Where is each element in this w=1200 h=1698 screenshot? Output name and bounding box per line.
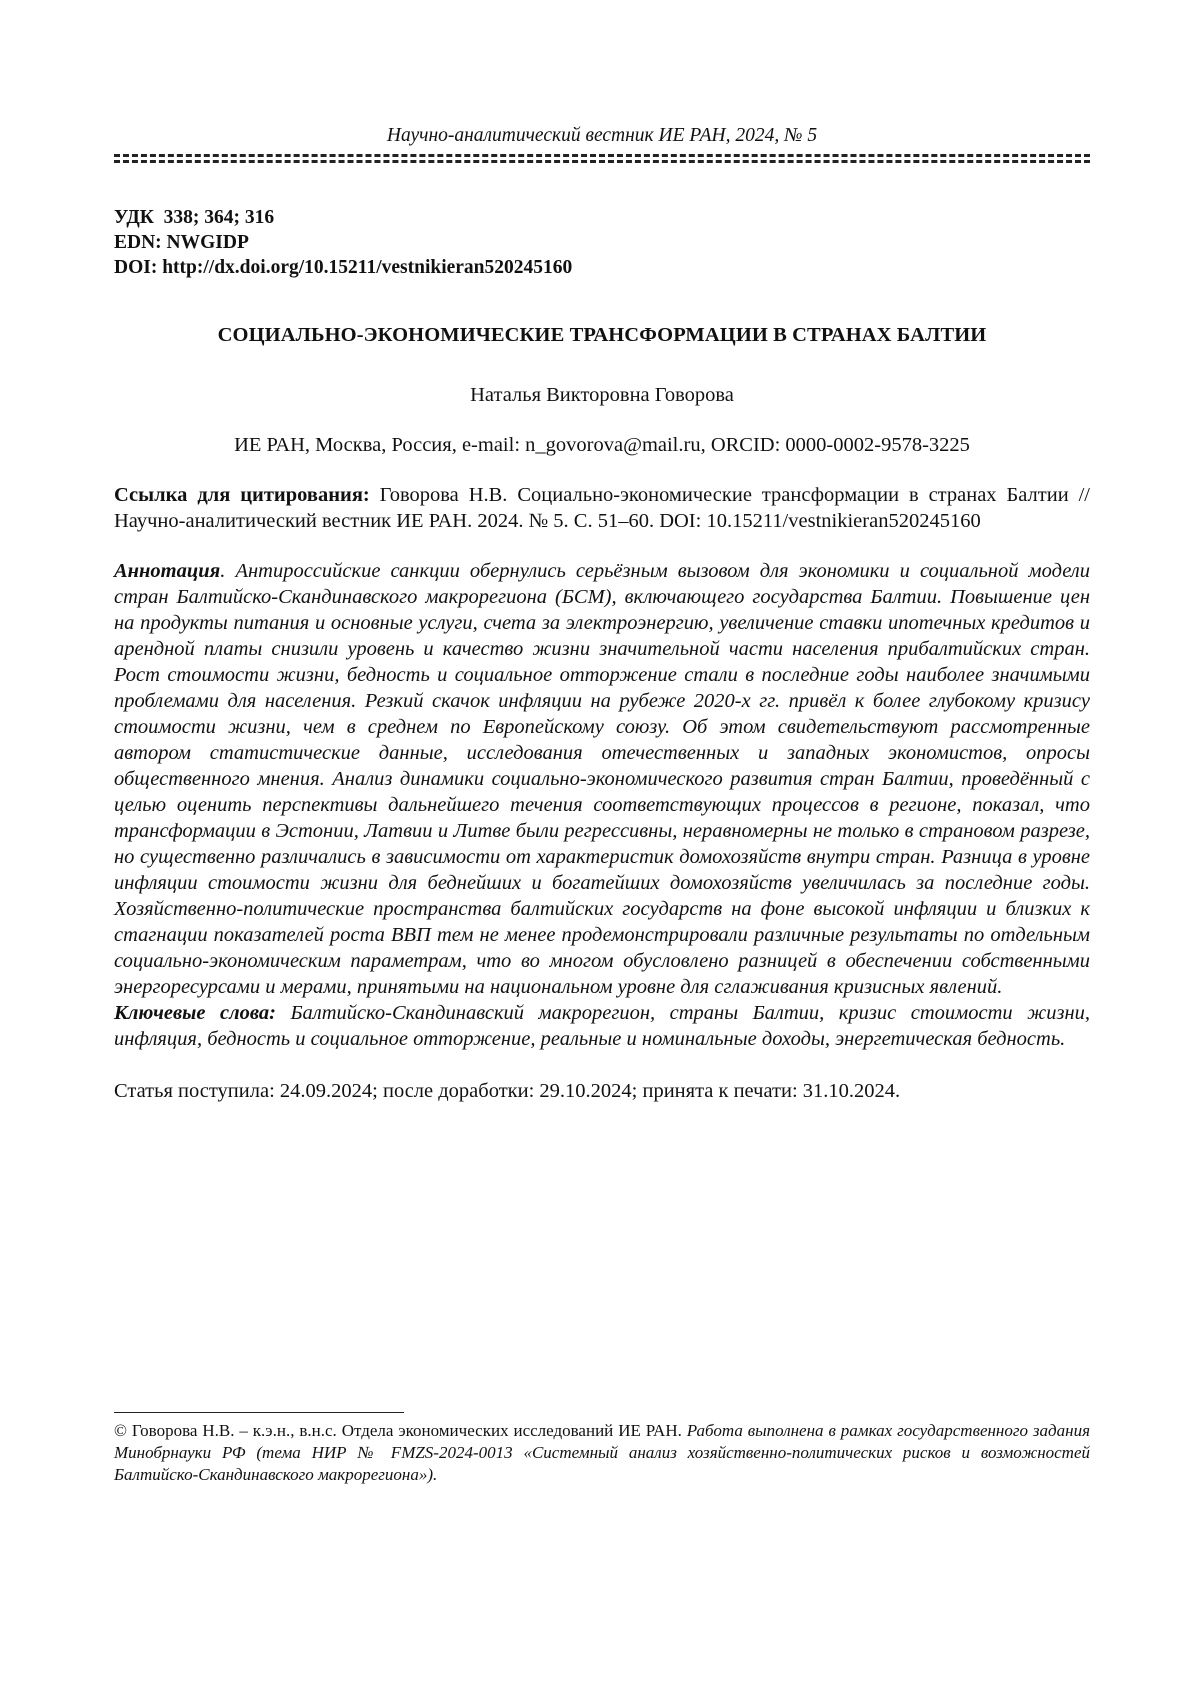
header-double-rule	[114, 154, 1090, 163]
citation-label: Ссылка для цитирования:	[114, 484, 370, 506]
footnote-funding: Работа выполнена в рамках государственного задания Минобрнауки РФ (тема НИР № FMZS-2024-0013 «Системный анализ хозяйственно-политических рисков и возможностей Балтийско-Скандинавского макрорегиона»).	[114, 1421, 1090, 1484]
abstract-label: Аннотация	[114, 560, 221, 582]
udk-code: УДК 338; 364; 316	[114, 207, 275, 228]
footnote-author-info: © Говорова Н.В. – к.э.н., в.н.с. Отдела экономических исследований ИЕ РАН.	[114, 1421, 687, 1440]
citation-text: Говорова Н.В. Социально-экономические трансформации в странах Балтии // Научно-аналитический вестник ИЕ РАН. 2024. № 5. С. 51–60. DOI: 10.15211/vestnikieran520245160	[114, 484, 1090, 532]
abstract-block	[114, 558, 1090, 1000]
author-name: Наталья Викторовна Говорова	[470, 384, 734, 406]
article-title: СОЦИАЛЬНО-ЭКОНОМИЧЕСКИЕ ТРАНСФОРМАЦИИ В СТРАНАХ БАЛТИИ	[217, 324, 987, 346]
author-footnote	[114, 1420, 1090, 1486]
citation-block	[114, 482, 1090, 534]
keywords-text: Балтийско-Скандинавский макрорегион, страны Балтии, кризис стоимости жизни, инфляция, бедность и социальное отторжение, реальные и номинальные доходы, энергетическая бедность.	[114, 1002, 1090, 1050]
author-affiliation: ИЕ РАН, Москва, Россия, e-mail: n_govorova@mail.ru, ORCID: 0000-0002-9578-3225	[234, 434, 970, 456]
keywords-label: Ключевые слова:	[114, 1002, 276, 1024]
received-dates: Статья поступила: 24.09.2024; после доработки: 29.10.2024; принята к печати: 31.10.2024.	[114, 1080, 901, 1102]
edn-code: EDN: NWGIDP	[114, 232, 249, 253]
article-identifiers	[114, 205, 1090, 280]
abstract-text: . Антироссийские санкции обернулись серьёзным вызовом для экономики и социальной модели стран Балтийско-Скандинавского макрорегиона (БСМ), включающего государства Балтии. Повышение цен на продукты питания и основные услуги, счета за электроэнергию, увеличение ставки ипотечных кредитов и арендной платы снизили уровень и качество жизни значительной части населения прибалтийских стран. Рост стоимости жизни, бедность и социальное отторжение стали в последние годы наиболее значимыми проблемами для населения. Резкий скачок инфляции на рубеже 2020-х гг. привёл к более глубокому кризису стоимости жизни, чем в среднем по Европейскому союзу. Об этом свидетельствуют рассмотренные автором статистические данные, исследования отечественных и западных экономистов, опросы общественного мнения. Анализ динамики социально-экономического развития стран Балтии, проведённый с целью оценить перспективы дальнейшего течения соответствующих процессов в регионе, показал, что трансформации в Эстонии, Латвии и Литве были регрессивны, неравномерны не только в страновом разрезе, но существенно различались в зависимости от характеристик домохозяйств внутри стран. Разница в уровне инфляции стоимости жизни для беднейших и богатейших домохозяйств увеличилась за последние годы. Хозяйственно-политические пространства балтийских государств на фоне высокой инфляции и близких к стагнации показателей роста ВВП тем не менее продемонстрировали различные результаты по отдельным социально-экономическим параметрам, что во многом обусловлено разницей в обеспечении собственными энергоресурсами и мерами, принятыми на национальном уровне для сглаживания кризисных явлений.	[114, 560, 1090, 998]
running-head: Научно-аналитический вестник ИЕ РАН, 2024, № 5	[386, 125, 818, 146]
keywords-block	[114, 1000, 1090, 1052]
doi-code: DOI: http://dx.doi.org/10.15211/vestnikieran520245160	[114, 257, 573, 278]
footnote-rule	[114, 1412, 404, 1413]
